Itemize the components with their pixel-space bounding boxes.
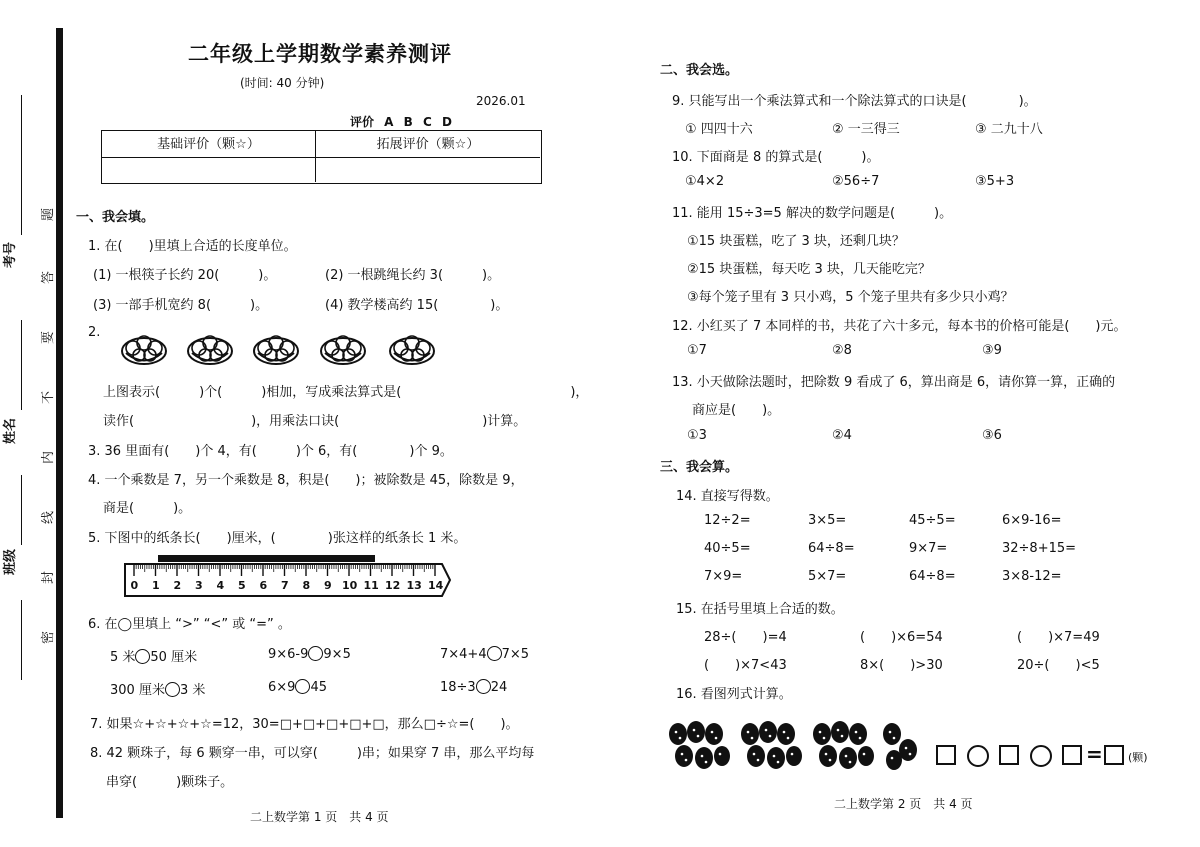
q10-text: 10. 下面商是 8 的算式是( )。 (672, 150, 880, 165)
compare-circle[interactable] (487, 646, 502, 661)
ruler-tick-label: 4 (216, 579, 225, 592)
answer-box[interactable] (936, 745, 956, 765)
seal-char: 答 (41, 270, 57, 285)
q9-option[interactable]: ③ 二九十八 (975, 122, 1043, 137)
ruler-tick-label: 2 (173, 579, 182, 592)
peach-basket-icon (319, 326, 367, 366)
peach-basket-icon (388, 326, 436, 366)
seal-char: 封 (41, 570, 57, 585)
equals-sign: = (1086, 742, 1103, 766)
compare-circle[interactable] (165, 682, 180, 697)
ruler-tick-label: 12 (385, 579, 401, 592)
q15-text: 15. 在括号里填上合适的数。 (676, 602, 844, 617)
margin-line-bottom (21, 600, 22, 680)
q6-item: 7×4+4 7×5 (440, 647, 530, 662)
grade-row: 评价 A B C D (350, 115, 452, 129)
footer-page-2: 二上数学第 2 页 共 4 页 (834, 797, 973, 811)
ruler-tick-label: 3 (195, 579, 203, 592)
operator-circle[interactable] (1030, 745, 1052, 767)
fill-item[interactable]: ( )×6=54 (860, 630, 943, 645)
q10-option[interactable]: ①4×2 (685, 174, 725, 189)
q13-line2: 商应是( )。 (692, 403, 781, 418)
section-2-title: 二、我会选。 (660, 63, 739, 78)
q12-text: 12. 小红买了 7 本同样的书，共花了六十多元，每本书的价格可能是( )元。 (672, 319, 1127, 334)
answer-box[interactable] (1104, 745, 1124, 765)
evaluation-table (101, 130, 542, 184)
calc-item[interactable]: 5×7= (808, 569, 847, 584)
compare-circle[interactable] (476, 679, 491, 694)
ruler-tick-label: 10 (342, 579, 358, 592)
q7-text: 7. 如果☆+☆+☆+☆=12，30=□+□+□+□+□，那么□÷☆=( )。 (90, 717, 519, 732)
fill-item[interactable]: 28÷( )=4 (704, 630, 787, 645)
strawberry-group-icon (880, 720, 920, 776)
test-date: 2026.01 (476, 94, 526, 108)
q10-option[interactable]: ③5+3 (975, 174, 1015, 189)
answer-box[interactable] (999, 745, 1019, 765)
q6-item: 300 厘米 3 米 (110, 683, 206, 698)
footer-page-1: 二上数学第 1 页 共 4 页 (250, 810, 389, 824)
strawberry-group-icon (810, 720, 876, 776)
eval-extend-header: 拓展评价（颗☆） (316, 131, 540, 158)
q9-text: 9. 只能写出一个乘法算式和一个除法算式的口诀是( )。 (672, 94, 1037, 109)
seal-char: 密 (41, 630, 57, 645)
q4-line1: 4. 一个乘数是 7，另一个乘数是 8，积是( )；被除数是 45，除数是 9， (88, 473, 524, 488)
exam-number-line (21, 95, 22, 235)
page-title: 二年级上学期数学素养测评 (188, 42, 452, 66)
ruler-tick-label: 9 (324, 579, 332, 592)
q8-line1: 8. 42 颗珠子，每 6 颗穿一串，可以穿( )串；如果穿 7 串，那么平均每 (90, 746, 535, 761)
section-1-title: 一、我会填。 (76, 210, 155, 225)
q13-line1: 13. 小天做除法题时，把除数 9 看成了 6，算出商是 6，请你算一算，正确的 (672, 375, 1116, 390)
calc-item[interactable]: 7×9= (704, 569, 743, 584)
calc-item[interactable]: 6×9-16= (1002, 513, 1062, 528)
strawberry-group-icon (666, 720, 732, 776)
compare-circle[interactable] (295, 679, 310, 694)
calc-item[interactable]: 3×8-12= (1002, 569, 1062, 584)
q8-line2: 串穿( )颗珠子。 (106, 775, 234, 790)
q9-option[interactable]: ② 一三得三 (832, 122, 900, 137)
q10-option[interactable]: ②56÷7 (832, 174, 880, 189)
answer-box[interactable] (1062, 745, 1082, 765)
eval-basic-header: 基础评价（颗☆） (102, 131, 316, 158)
peach-basket-icon (120, 326, 168, 366)
strawberry-group-icon (738, 720, 804, 776)
ruler-tick-label: 11 (363, 579, 379, 592)
section-3-title: 三、我会算。 (660, 460, 739, 475)
ruler-tick-label: 13 (406, 579, 422, 592)
calc-item[interactable]: 64÷8= (808, 541, 855, 556)
q1d-text: (4) 教学楼高约 15( )。 (325, 298, 509, 313)
calc-item[interactable]: 3×5= (808, 513, 847, 528)
ruler-tick-label: 14 (428, 579, 444, 592)
student-name-line (21, 320, 22, 410)
q2-line1: 上图表示( )个( )相加，写成乘法算式是( )， (103, 385, 589, 400)
fill-item[interactable]: 20÷( )<5 (1017, 658, 1100, 673)
fill-item[interactable]: ( )×7=49 (1017, 630, 1100, 645)
q6-item: 18÷3 24 (440, 680, 508, 695)
q11-option[interactable]: ①15 块蛋糕，吃了 3 块，还剩几块？ (687, 234, 905, 249)
ruler-tick-label: 6 (259, 579, 268, 592)
peach-basket-icon (252, 326, 300, 366)
q6-item: 9×6-9 9×5 (268, 647, 351, 662)
q3-text: 3. 36 里面有( )个 4，有( )个 6，有( )个 9。 (88, 444, 453, 459)
calc-item[interactable]: 9×7= (909, 541, 948, 556)
q1a-text: (1) 一根筷子长约 20( )。 (93, 268, 277, 283)
class-label: 班级 (3, 548, 18, 575)
compare-circle[interactable] (308, 646, 323, 661)
q1c-text: (3) 一部手机宽约 8( )。 (93, 298, 269, 313)
calc-item[interactable]: 40÷5= (704, 541, 751, 556)
eval-extend-cell[interactable] (316, 158, 540, 182)
seal-char: 内 (41, 450, 57, 465)
q13-option[interactable]: ③6 (982, 428, 1002, 443)
q11-text: 11. 能用 15÷3=5 解决的数学问题是( )。 (672, 206, 953, 221)
q13-option[interactable]: ①3 (687, 428, 707, 443)
q14-text: 14. 直接写得数。 (676, 489, 779, 504)
q12-option[interactable]: ③9 (982, 343, 1002, 358)
q16-text: 16. 看图列式计算。 (676, 687, 792, 702)
class-line (21, 475, 22, 545)
seal-char: 要 (41, 330, 57, 345)
seal-char: 不 (41, 390, 57, 405)
paper-strip (158, 555, 375, 562)
ruler-tick-label: 7 (281, 579, 289, 592)
calc-item[interactable]: 32÷8+15= (1002, 541, 1077, 556)
q12-option[interactable]: ①7 (687, 343, 707, 358)
q9-option[interactable]: ① 四四十六 (685, 122, 753, 137)
ruler-tick-label: 8 (302, 579, 311, 592)
seal-char: 题 (41, 207, 57, 222)
eval-basic-cell[interactable] (102, 158, 316, 182)
compare-circle[interactable] (135, 649, 150, 664)
q13-option[interactable]: ②4 (832, 428, 852, 443)
q4-line2: 商是( )。 (103, 501, 192, 516)
unit-label: (颗) (1128, 751, 1148, 764)
calc-item[interactable]: 64÷8= (909, 569, 956, 584)
q12-option[interactable]: ②8 (832, 343, 852, 358)
time-limit: (时间: 40 分钟) (240, 76, 325, 90)
calc-item[interactable]: 45÷5= (909, 513, 956, 528)
q1-text: 1. 在( )里填上合适的长度单位。 (88, 239, 297, 254)
q2-line2: 读作( )，用乘法口诀( )计算。 (103, 414, 527, 429)
exam-number-label: 考号 (3, 241, 18, 268)
q11-option[interactable]: ②15 块蛋糕，每天吃 3 块，几天能吃完？ (687, 262, 931, 277)
ruler-tick-label: 0 (130, 579, 139, 592)
calc-item[interactable]: 12÷2= (704, 513, 751, 528)
peach-basket-icon (186, 326, 234, 366)
operator-circle[interactable] (967, 745, 989, 767)
q6-item: 5 米 50 厘米 (110, 650, 198, 665)
q6-item: 6×9 45 (268, 680, 327, 695)
q5-text: 5. 下图中的纸条长( )厘米，( )张这样的纸条长 1 米。 (88, 531, 467, 546)
ruler-tick-label: 5 (238, 579, 246, 592)
fill-item[interactable]: ( )×7<43 (704, 658, 787, 673)
ruler-tick-label: 1 (152, 579, 160, 592)
q6-text: 6. 在◯里填上 “>” “<” 或 “=” 。 (88, 617, 291, 632)
q1b-text: (2) 一根跳绳长约 3( )。 (325, 268, 501, 283)
student-name-label: 姓名 (3, 417, 18, 444)
seal-char: 线 (41, 510, 57, 525)
q2-number: 2. (88, 325, 101, 340)
fill-item[interactable]: 8×( )>30 (860, 658, 943, 673)
q11-option[interactable]: ③每个笼子里有 3 只小鸡，5 个笼子里共有多少只小鸡？ (687, 290, 1014, 305)
binding-bar (56, 28, 63, 818)
